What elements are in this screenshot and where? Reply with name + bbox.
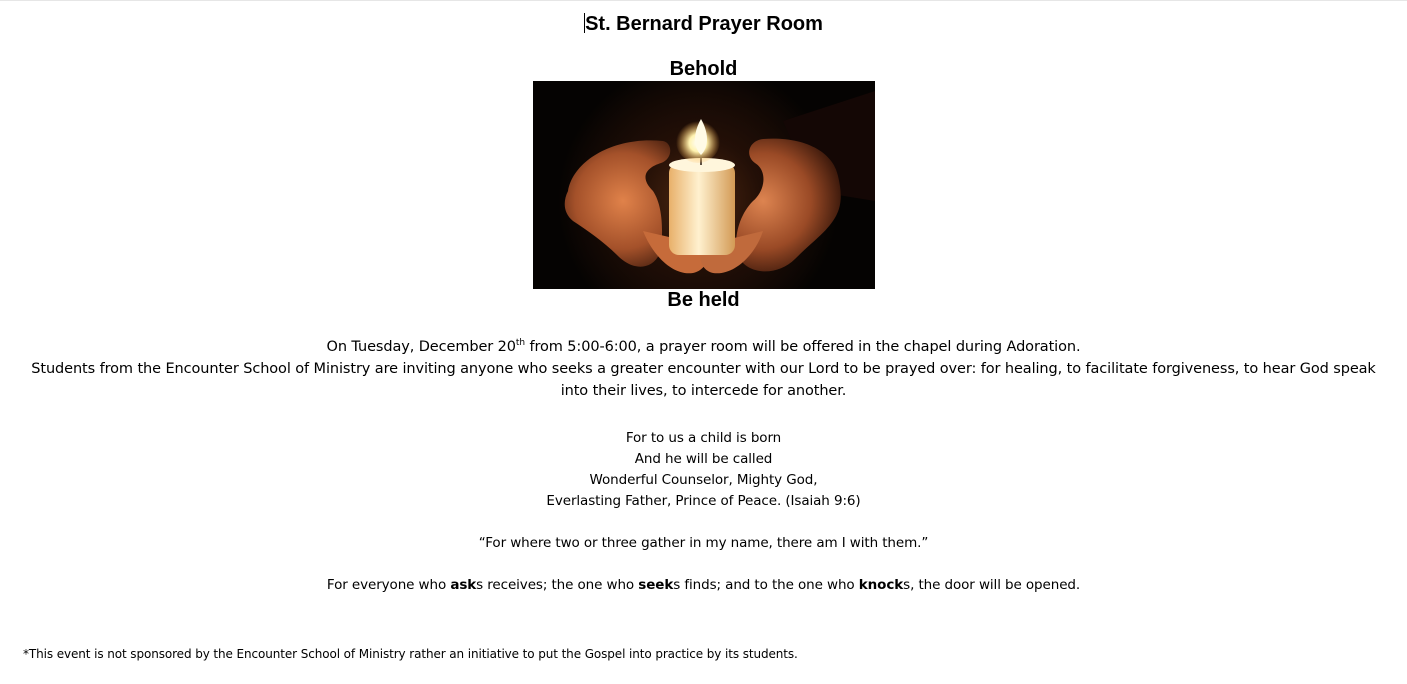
- text-run: s receives; the one who: [476, 577, 639, 593]
- document-title[interactable]: [0, 12, 1407, 36]
- ordinal-suffix: th: [515, 338, 525, 349]
- bold-knock: knock: [858, 577, 904, 593]
- bold-seek: seek: [638, 577, 674, 593]
- text-run: s, the door will be opened.: [903, 577, 1081, 593]
- heading-be-held: Be held: [667, 289, 740, 311]
- text-run: s finds; and to the one who: [673, 577, 859, 593]
- event-time-text: from 5:00-6:00, a prayer room will be offered in the chapel during Adoration.: [524, 339, 1081, 355]
- footnote: *This event is not sponsored by the Encounter School of Ministry rather an initiative to put the Gospel into practice by its students.: [23, 647, 798, 661]
- verse-line: For to us a child is born: [625, 430, 782, 446]
- event-date-text: On Tuesday, December 20: [326, 339, 516, 355]
- bold-ask: ask: [450, 577, 477, 593]
- verse-line: And he will be called: [634, 451, 773, 467]
- text-run: For everyone who: [326, 577, 451, 593]
- event-paragraph: [20, 336, 1387, 358]
- document-title-text: St. Bernard Prayer Room: [585, 13, 823, 35]
- candle-in-hands-photo[interactable]: [533, 81, 875, 289]
- scripture-quote: “For where two or three gather in my name, there am I with them.”: [478, 535, 929, 551]
- invitation-paragraph: Students from the Encounter School of Ministry are inviting anyone who seeks a greater encounter with our Lord to be prayed over: for healing, to facilitate forgiveness, to hear God speak into their lives, to intercede for another.: [31, 361, 1376, 399]
- ask-seek-knock-line: [0, 575, 1407, 596]
- verse-line: Everlasting Father, Prince of Peace. (Isaiah 9:6): [546, 493, 861, 509]
- heading-behold: Behold: [669, 58, 738, 80]
- candle-in-hands-image: [533, 81, 875, 289]
- verse-line: Wonderful Counselor, Mighty God,: [589, 472, 818, 488]
